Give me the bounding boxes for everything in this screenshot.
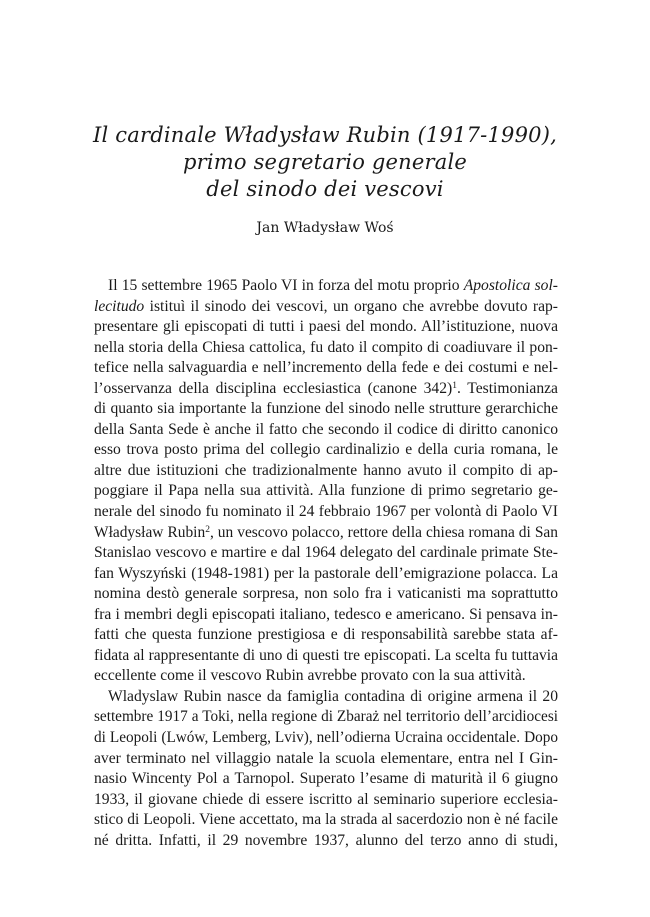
italic-title-run: lecitudo	[94, 297, 145, 315]
title-line: Il cardinale Władysław Rubin (1917-1990),	[93, 123, 557, 147]
paragraph-1	[94, 276, 558, 687]
article-body	[94, 276, 558, 851]
text-line	[94, 276, 558, 297]
paragraph-2	[94, 687, 558, 851]
text-line: Stanislao vescovo e martire e dal 1964 delegato del cardinale primate Ste-	[94, 544, 558, 562]
text-line: poggiare il Papa nella sua attività. Alla funzione di primo segretario ge-	[94, 482, 558, 500]
author-name: Jan Władysław Woś	[256, 220, 394, 236]
text-line: aver terminato nel villaggio natale la scuola elementare, entra nel I Gin-	[94, 749, 558, 767]
text-line: fra i membri degli episcopati italiano, tedesco e americano. Si pensava in-	[94, 605, 558, 623]
text-line: settembre 1917 a Toki, nella regione di Zbaraż nel territorio dell’arcidiocesi	[94, 708, 558, 726]
text-line: né dritta. Infatti, il 29 novembre 1937, alunno del terzo anno di studi,	[94, 831, 558, 849]
text-line: nomina destò generale sorpresa, non solo fra i vaticanisti ma soprattutto	[94, 585, 558, 603]
article-title	[60, 122, 590, 203]
title-line: del sinodo dei vescovi	[206, 177, 444, 201]
text-line: della Santa Sede è anche il fatto che secondo il codice di diritto canonico	[94, 420, 558, 438]
text-run: l’osservanza della disciplina ecclesiastica (canone 342)	[94, 379, 453, 397]
text-line: nella storia della Chiesa cattolica, fu dato il compito di coadiuvare il pon-	[94, 338, 558, 356]
text-line	[94, 297, 558, 318]
text-run: , un vescovo polacco, rettore della chiesa romana di San	[209, 523, 558, 541]
title-line: primo segretario generale	[182, 150, 468, 174]
text-line: esso trova posto prima del collegio cardinalizio e della curia romana, le	[94, 441, 558, 459]
text-line: Wladyslaw Rubin nasce da famiglia contadina di origine armena il 20	[108, 687, 558, 705]
text-line: fatti che questa funzione prestigiosa e di responsabilità sarebbe stata af-	[94, 626, 558, 644]
text-line: di quanto sia importante la funzione del sinodo nelle strutture gerarchiche	[94, 400, 558, 418]
text-run: . Testimonianza	[456, 379, 558, 397]
text-line: di Leopoli (Lwów, Lemberg, Lviv), nell’odierna Ucraina occidentale. Dopo	[94, 729, 558, 747]
text-line: 1933, il giovane chiede di essere iscritto al seminario superiore ecclesia-	[94, 790, 558, 808]
italic-title-run: Apostolica sol-	[463, 277, 558, 294]
text-line: fidata al rappresentante di uno di questi tre episcopati. La scelta fu tuttavia	[94, 646, 558, 664]
text-line: nerale del sinodo fu nominato il 24 febbraio 1967 per volontà di Paolo VI	[94, 503, 558, 521]
text-run: Władysław Rubin	[94, 523, 206, 541]
footnote-ref[interactable]: 1	[452, 380, 457, 391]
text-line	[94, 523, 558, 544]
text-line: fan Wyszyński (1948-1981) per la pastorale dell’emigrazione polacca. La	[94, 564, 558, 582]
text-line: tefice nella salvaguardia e nell’incremento della fede e dei costumi e nel-	[94, 359, 558, 377]
text-line: altre due istituzioni che tradizionalmente hanno avuto il compito di ap-	[94, 461, 558, 479]
text-line: eccellente come il vescovo Rubin avrebbe provato con la sua attività.	[94, 667, 526, 685]
text-line: presentare gli episcopati di tutti i paesi del mondo. All’istituzione, nuova	[94, 318, 558, 336]
text-line: nasio Wincenty Pol a Tarnopol. Superato l’esame di maturità il 6 giugno	[94, 770, 558, 788]
text-line	[94, 379, 558, 400]
text-run: Il 15 settembre 1965 Paolo VI in forza del motu proprio	[108, 277, 464, 294]
text-run: istituì il sinodo dei vescovi, un organo che avrebbe dovuto rap-	[144, 297, 558, 315]
text-line: stico di Leopoli. Viene accettato, ma la strada al sacerdozio non è né facile	[94, 811, 558, 829]
footnote-ref[interactable]: 2	[205, 524, 210, 535]
